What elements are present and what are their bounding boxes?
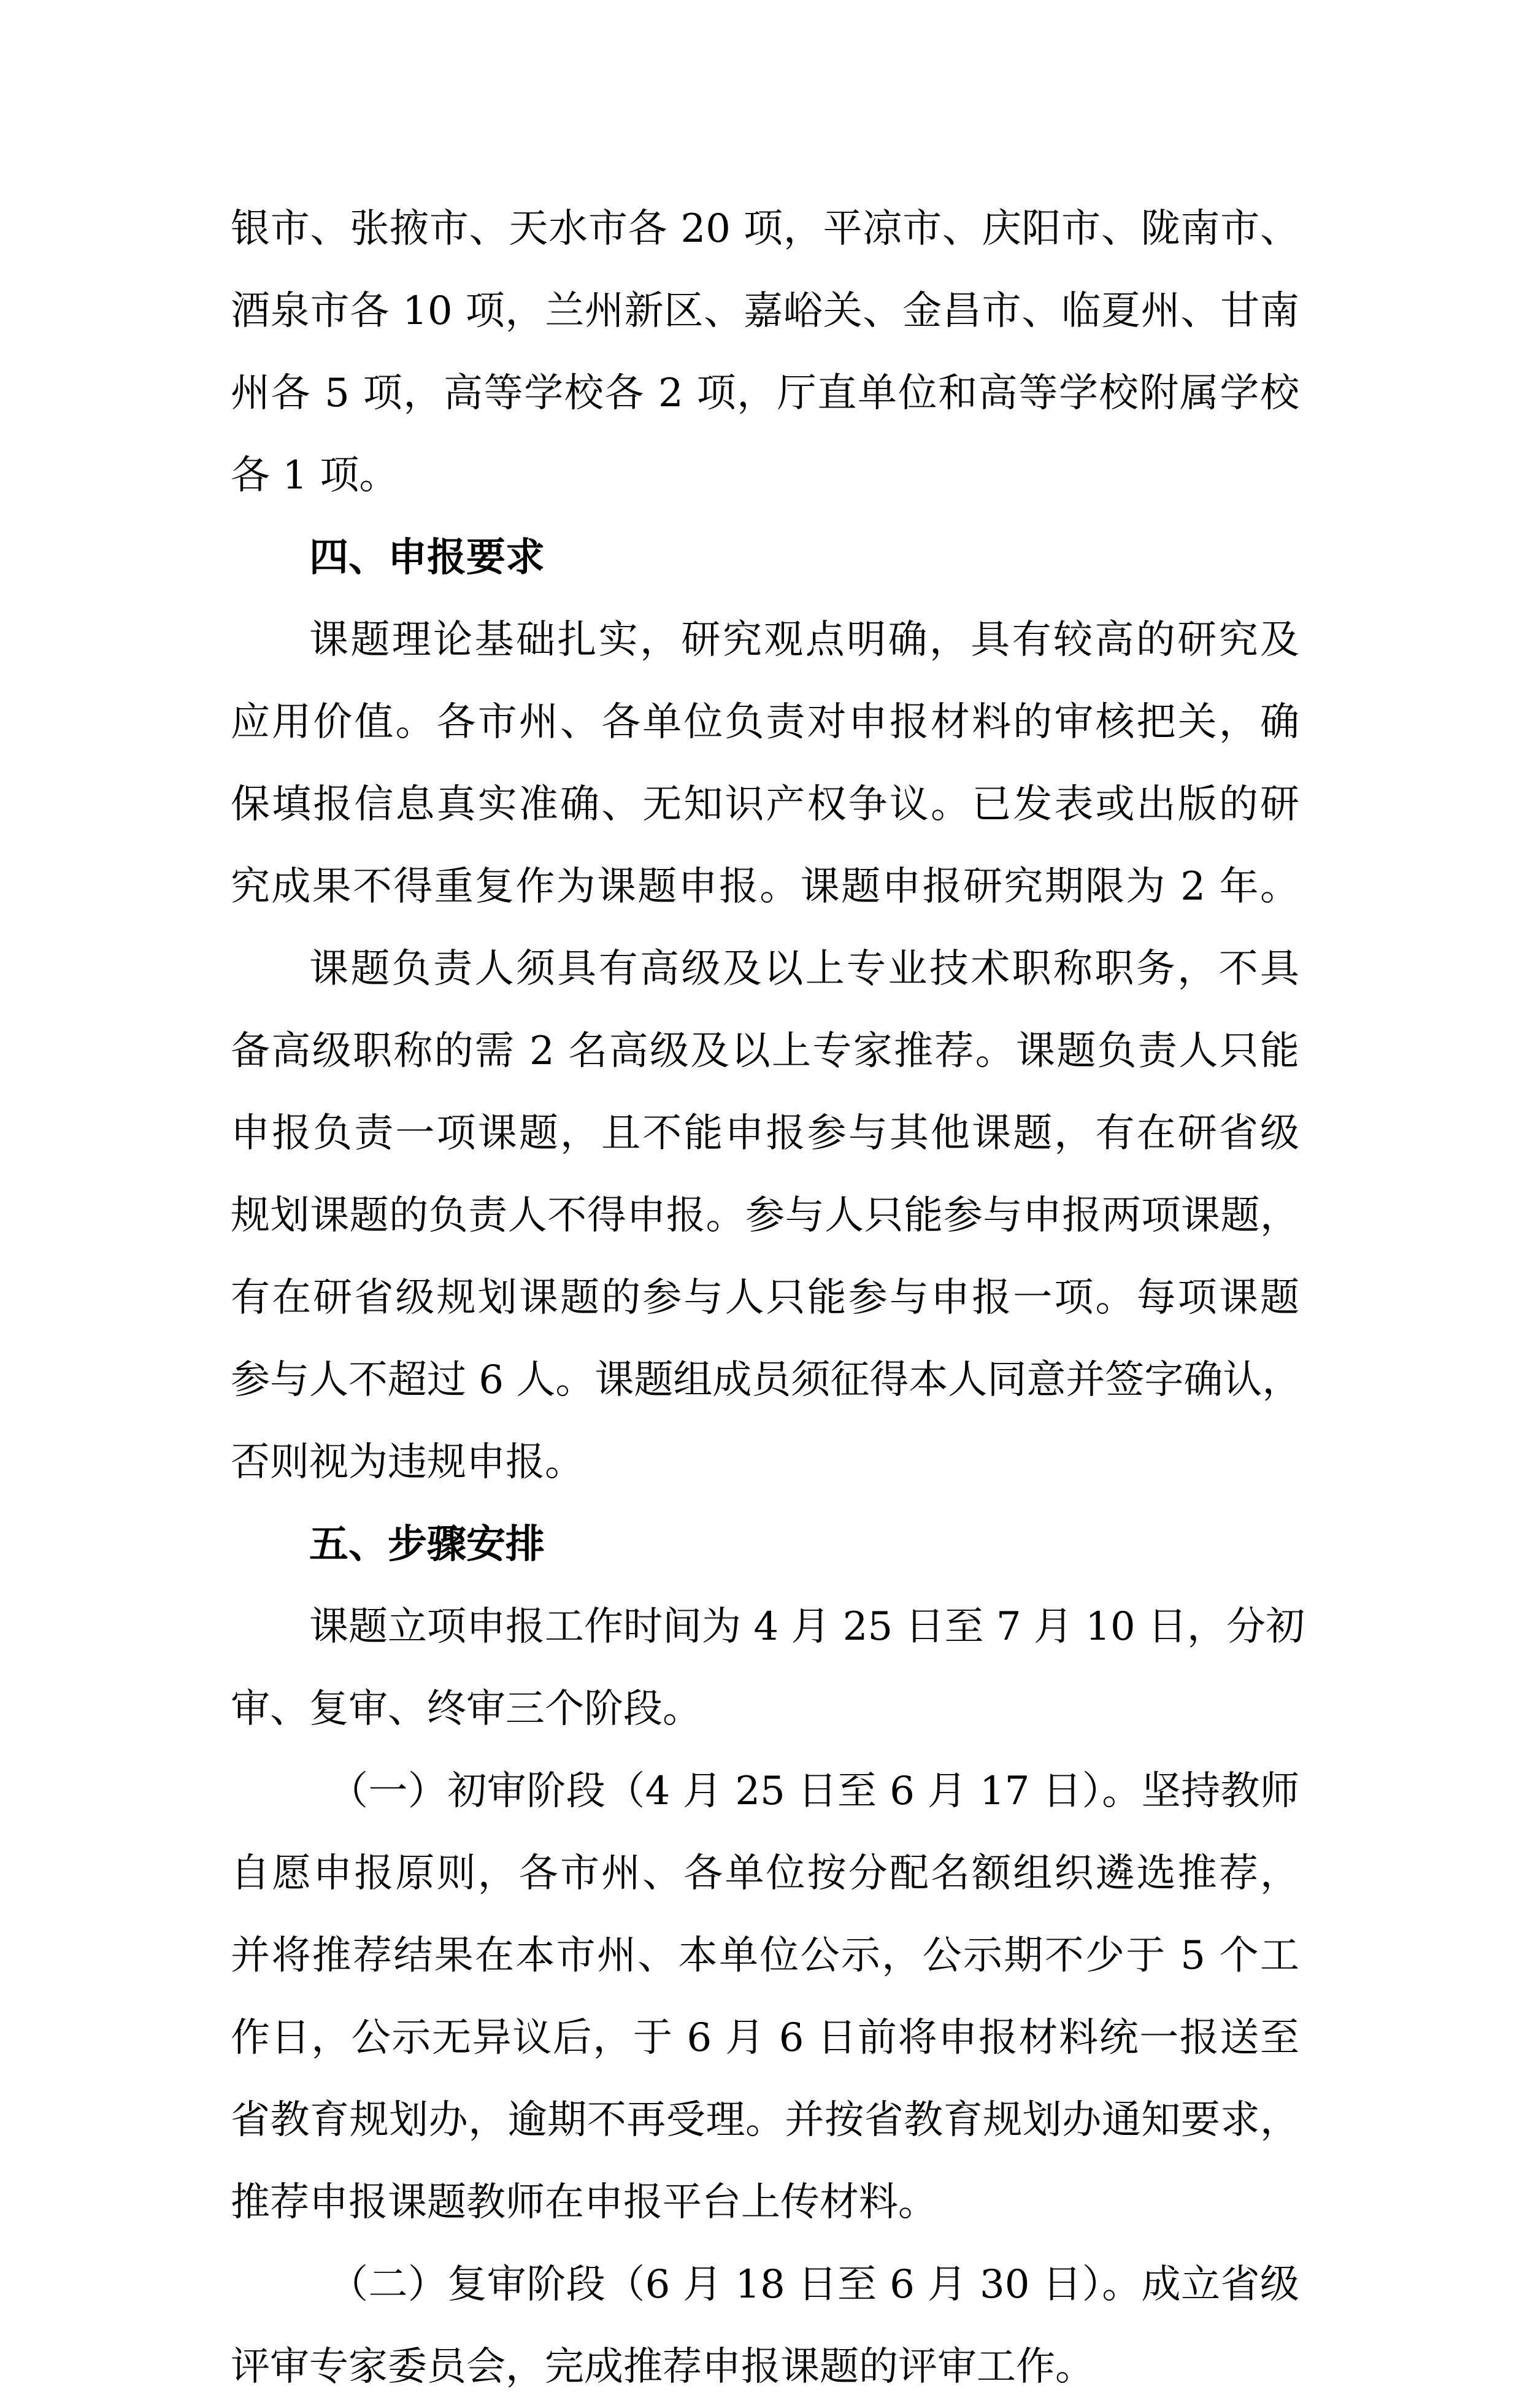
text-line: 并将推荐结果在本市州、本单位公示，公示期不少于 5 个工 [231, 1933, 1299, 1978]
text-line: 课题理论基础扎实，研究观点明确，具有较高的研究及 [309, 617, 1299, 663]
text-line: 参与人不超过 6 人。课题组成员须征得本人同意并签字确认， [231, 1357, 1302, 1403]
text-line: 各 1 项。 [231, 453, 399, 498]
text-line: 推荐申报课题教师在申报平台上传材料。 [231, 2180, 937, 2225]
schedule-paragraph [231, 1586, 1305, 1750]
text-line: 否则视为违规申报。 [231, 1440, 584, 1485]
document-page [231, 188, 1305, 2408]
text-line: 酒泉市各 10 项，兰州新区、嘉峪关、金昌市、临夏州、甘南 [231, 288, 1299, 334]
section-heading-requirements: 四、申报要求 [309, 535, 545, 581]
text-line: 银市、张掖市、天水市各 20 项，平凉市、庆阳市、陇南市、 [231, 206, 1299, 252]
text-line: 应用价值。各市州、各单位负责对申报材料的审核把关，确 [231, 700, 1299, 745]
text-line: 究成果不得重复作为课题申报。课题申报研究期限为 2 年。 [231, 864, 1299, 909]
text-line: 州各 5 项，高等学校各 2 项，厅直单位和高等学校附属学校 [231, 371, 1299, 416]
text-line: 省教育规划办，逾期不再受理。并按省教育规划办通知要求， [231, 2097, 1299, 2143]
section-heading-schedule: 五、步骤安排 [309, 1522, 545, 1567]
text-line: 评审专家委员会，完成推荐申报课题的评审工作。 [231, 2344, 1094, 2390]
text-line: 作日，公示无异议后，于 6 月 6 日前将申报材料统一报送至 [231, 2015, 1299, 2061]
requirements-paragraph-2 [231, 928, 1302, 1503]
text-line: 课题负责人须具有高级及以上专业技术职称职务，不具 [309, 946, 1299, 992]
text-line: 备高级职称的需 2 名高级及以上专家推荐。课题负责人只能 [231, 1028, 1299, 1074]
text-line: 自愿申报原则，各市州、各单位按分配名额组织遴选推荐， [231, 1851, 1299, 1896]
text-line: 规划课题的负责人不得申报。参与人只能参与申报两项课题， [231, 1193, 1299, 1238]
text-line: （二）复审阶段（6 月 18 日至 6 月 30 日）。成立省级 [329, 2262, 1299, 2307]
text-line: 保填报信息真实准确、无知识产权争议。已发表或出版的研 [231, 782, 1299, 827]
text-line: 审、复审、终审三个阶段。 [231, 1686, 702, 1732]
text-line: （一）初审阶段（4 月 25 日至 6 月 17 日）。坚持教师 [329, 1769, 1299, 1814]
text-line: 有在研省级规划课题的参与人只能参与申报一项。每项课题 [231, 1275, 1299, 1321]
text-line: 课题立项申报工作时间为 4 月 25 日至 7 月 10 日，分初 [309, 1604, 1305, 1650]
requirements-paragraph-1 [231, 599, 1299, 928]
allocation-paragraph [231, 188, 1299, 517]
stage-second-review [231, 2244, 1299, 2408]
text-line: 申报负责一项课题，且不能申报参与其他课题，有在研省级 [231, 1111, 1299, 1156]
stage-preliminary-review [231, 1750, 1299, 2244]
